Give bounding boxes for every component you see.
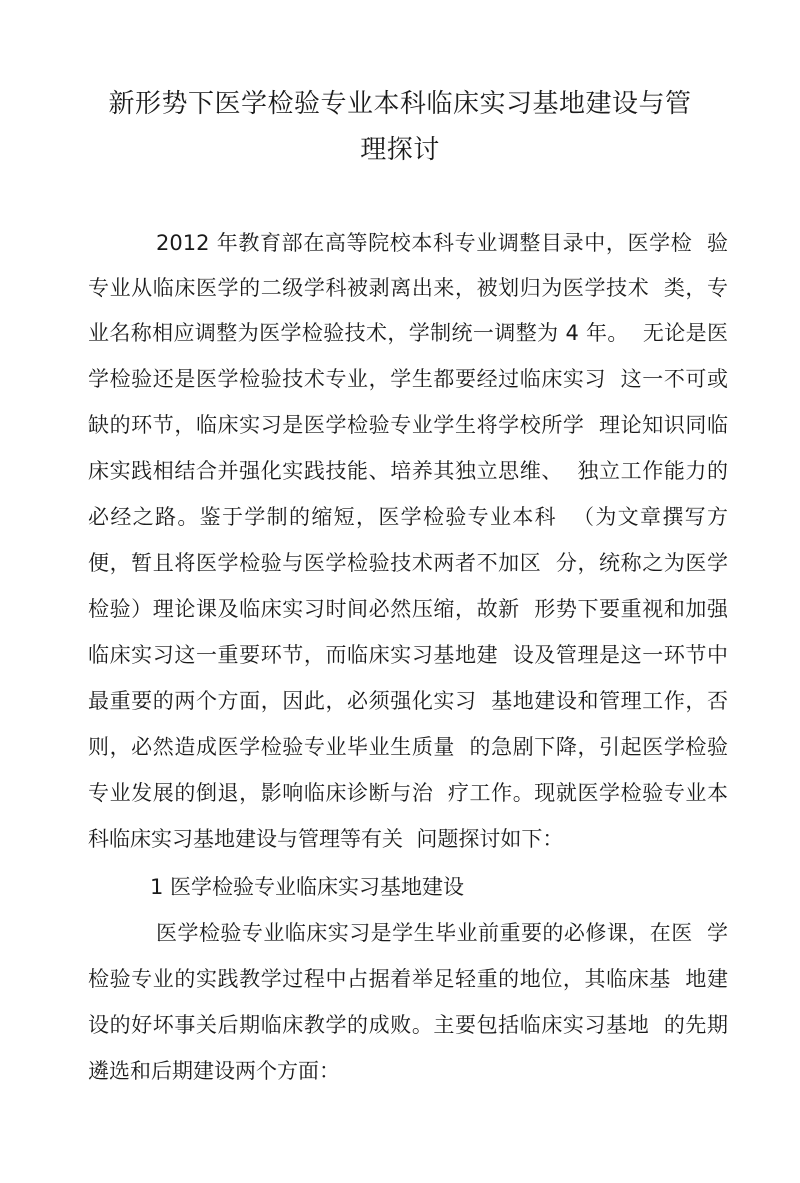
document-title-line-2: 理探讨 bbox=[360, 135, 440, 165]
paragraph-line: 必经之路。鉴于学制的缩短，医学检验专业本科 （为文章撰写方 bbox=[88, 505, 728, 529]
document-title-line-1: 新形势下医学检验专业本科临床实习基地建设与管 bbox=[108, 89, 692, 119]
paragraph-line: 科临床实习基地建设与管理等有关 问题探讨如下： bbox=[88, 827, 564, 851]
paragraph-line: 最重要的两个方面，因此，必须强化实习 基地建设和管理工作，否 bbox=[88, 689, 728, 713]
paragraph-line: 医学检验专业临床实习是学生毕业前重要的必修课，在医 学 bbox=[156, 921, 728, 945]
paragraph-line: 业名称相应调整为医学检验技术，学制统一调整为 4 年。 无论是医 bbox=[88, 321, 728, 345]
paragraph-line: 缺的环节，临床实习是医学检验专业学生将学校所学 理论知识同临 bbox=[88, 413, 728, 437]
paragraph-line: 学检验还是医学检验技术专业，学生都要经过临床实习 这一不可或 bbox=[88, 367, 728, 391]
paragraph-line: 便，暂且将医学检验与医学检验技术两者不加区 分，统称之为医学 bbox=[88, 551, 728, 575]
paragraph-line: 遴选和后期建设两个方面： bbox=[88, 1059, 340, 1083]
paragraph-line: 检验专业的实践教学过程中占据着举足轻重的地位，其临床基 地建 bbox=[88, 967, 728, 991]
section-heading: 1 医学检验专业临床实习基地建设 bbox=[150, 875, 465, 899]
paragraph-line: 临床实习这一重要环节，而临床实习基地建 设及管理是这一环节中 bbox=[88, 643, 728, 667]
paragraph-line: 床实践相结合并强化实践技能、培养其独立思维、 独立工作能力的 bbox=[88, 459, 728, 483]
paragraph-line: 专业从临床医学的二级学科被剥离出来，被划归为医学技术 类，专 bbox=[88, 276, 728, 300]
paragraph-line: 专业发展的倒退，影响临床诊断与治 疗工作。现就医学检验专业本 bbox=[88, 781, 728, 805]
paragraph-line: 设的好坏事关后期临床教学的成败。主要包括临床实习基地 的先期 bbox=[88, 1013, 728, 1037]
paragraph-line: 检验）理论课及临床实习时间必然压缩，故新 形势下要重视和加强 bbox=[88, 597, 728, 621]
paragraph-line: 2012 年教育部在高等院校本科专业调整目录中，医学检 验 bbox=[156, 231, 728, 255]
paragraph-line: 则，必然造成医学检验专业毕业生质量 的急剧下降，引起医学检验 bbox=[88, 735, 728, 759]
